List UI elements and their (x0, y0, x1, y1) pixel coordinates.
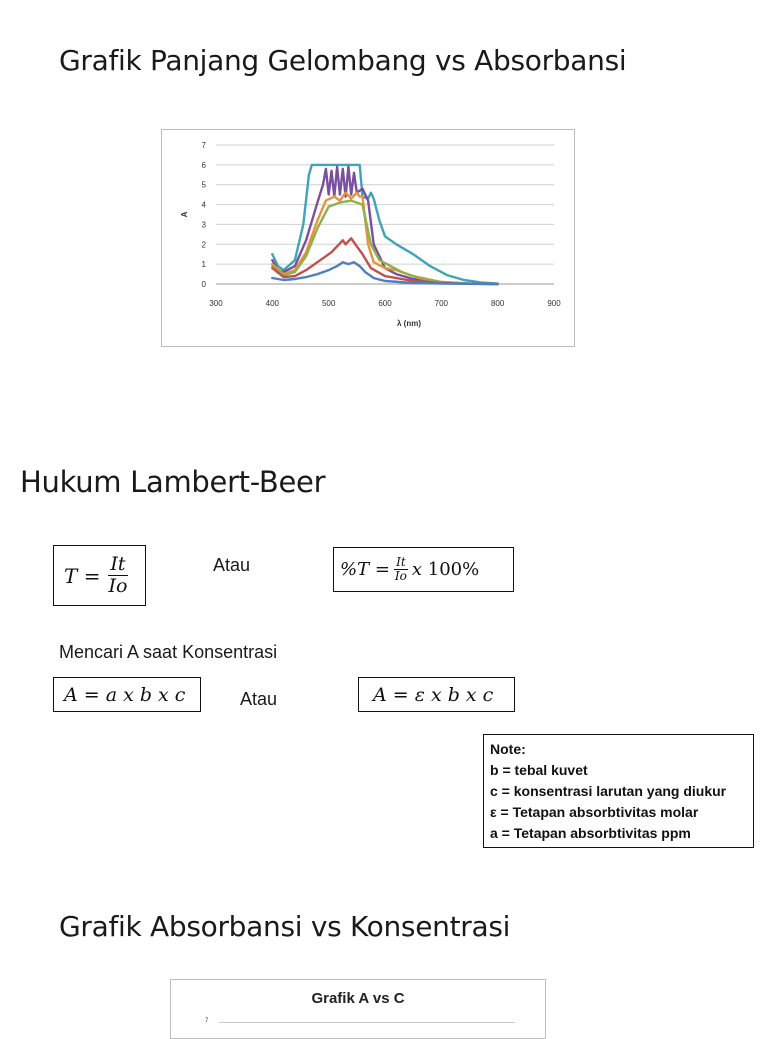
chart2-title: Grafik A vs C (311, 990, 405, 1007)
x-tick-label: 500 (321, 299, 336, 308)
note-line: a = Tetapan absorbtivitas ppm (490, 825, 691, 841)
eq1-fraction (106, 554, 129, 597)
eq1-lhs: T = (64, 563, 101, 588)
percent-transmittance-equation (333, 547, 514, 592)
x-tick-label: 900 (547, 299, 561, 308)
chart2-y-tick: 7 (205, 1018, 209, 1024)
x-tick-label: 300 (209, 299, 223, 308)
eq2-lhs: %T = (340, 559, 390, 580)
x-tick-label: 700 (434, 299, 449, 308)
note-line: b = tebal kuvet (490, 762, 588, 778)
x-tick-label: 800 (490, 299, 505, 308)
heading-absorbance-vs-concentration: Grafik Absorbansi vs Konsentrasi (59, 910, 511, 943)
eq2-numerator: It (396, 554, 406, 569)
chart2-gridline (219, 1022, 515, 1023)
spectrum-chart-svg (162, 130, 576, 348)
x-axis-label: λ (nm) (397, 319, 421, 328)
note-box (483, 734, 754, 848)
x-tick-label: 600 (378, 299, 392, 308)
find-absorbance-caption: Mencari A saat Konsentrasi (59, 642, 278, 662)
x-tick-label: 400 (265, 299, 280, 308)
absorbance-molar-equation (358, 677, 515, 712)
absorbance-vs-concentration-chart (170, 979, 546, 1039)
atau-label-2: Atau (240, 689, 278, 709)
absorbance-ppm-equation (53, 677, 201, 712)
eq1-denominator: Io (108, 575, 128, 597)
absorbance-spectrum-chart (161, 129, 575, 347)
eq2-multiply: x (411, 559, 423, 580)
note-title: Note: (490, 741, 526, 757)
y-tick-label: 7 (201, 141, 206, 150)
atau-label-1: Atau (213, 555, 251, 575)
y-axis-label: A (180, 211, 189, 218)
y-tick-label: 6 (201, 160, 206, 170)
eq2-denominator: Io (394, 569, 407, 583)
eq2-fraction (393, 556, 409, 583)
y-tick-label: 2 (201, 240, 206, 250)
heading-wavelength-vs-absorbance: Grafik Panjang Gelombang vs Absorbansi (59, 44, 627, 77)
eq4-text: A = ε x b x c (373, 683, 494, 706)
note-line: ε = Tetapan absorbtivitas molar (490, 804, 699, 820)
eq3-text: A = a x b x c (64, 683, 186, 706)
y-tick-label: 5 (201, 180, 206, 190)
transmittance-equation (53, 545, 146, 606)
y-tick-label: 1 (201, 260, 206, 270)
eq1-numerator: It (110, 553, 126, 576)
eq2-percent-value: 100% (427, 559, 480, 580)
y-tick-label: 4 (201, 200, 206, 210)
y-tick-label: 0 (201, 280, 206, 289)
heading-lambert-beer: Hukum Lambert-Beer (20, 465, 326, 499)
note-line: c = konsentrasi larutan yang diukur (490, 783, 727, 799)
y-tick-label: 3 (201, 220, 206, 230)
